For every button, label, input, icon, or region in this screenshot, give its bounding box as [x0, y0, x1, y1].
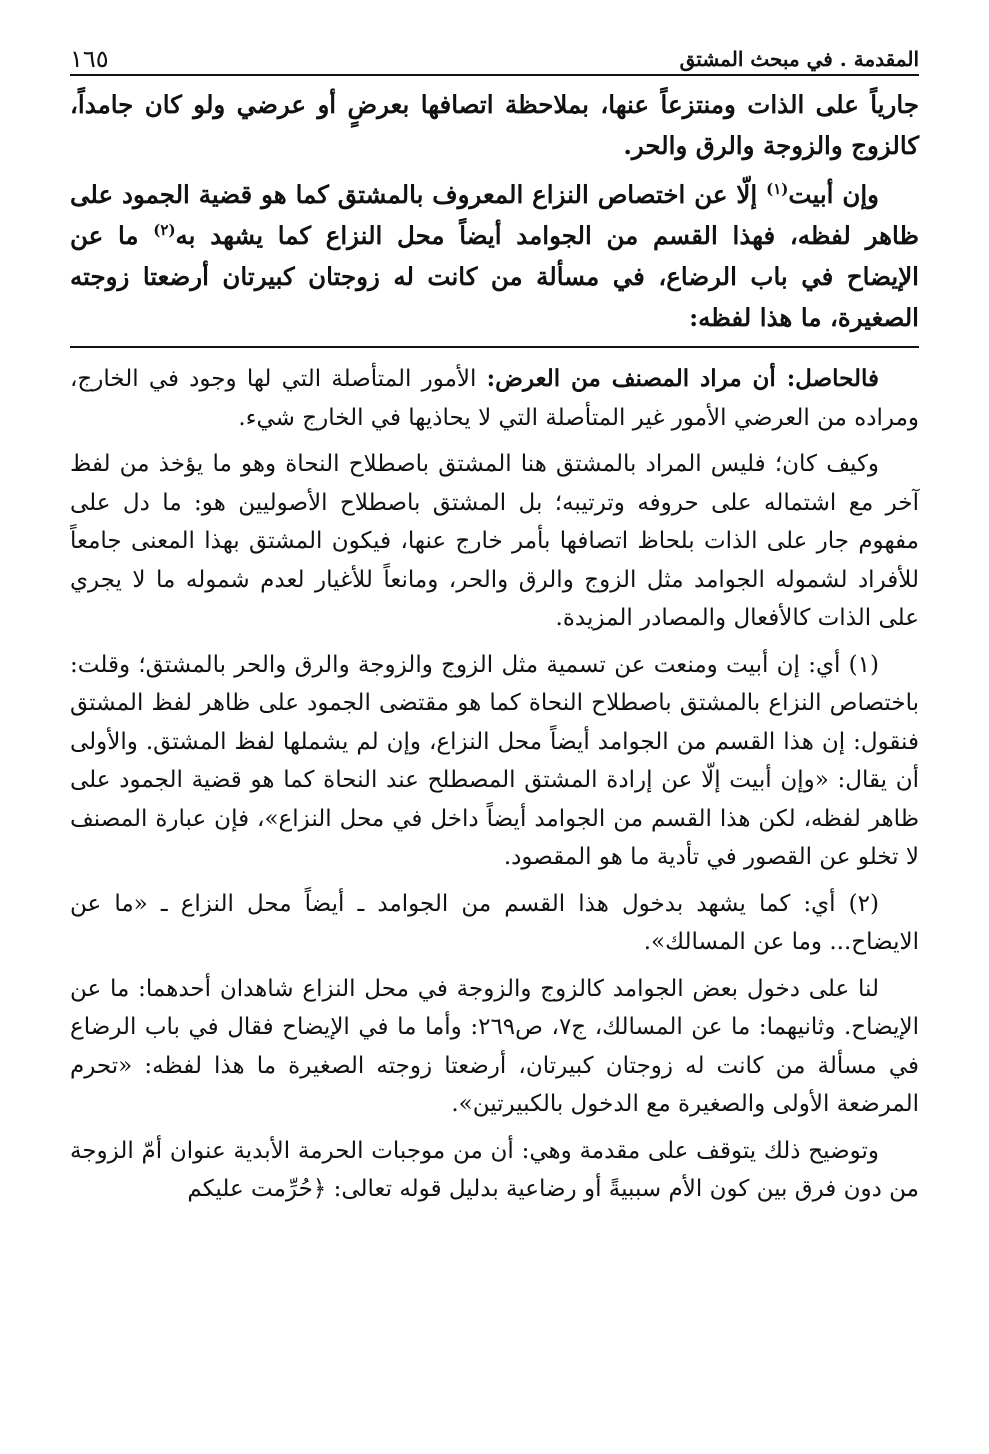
- main-paragraph-2-end: ما عن الإيضاح في باب الرضاع، في مسألة من كانت له زوجتان كبيرتان أرضعتا زوجته الصغيرة، ما هذا لفظه:: [70, 221, 919, 332]
- main-paragraph-2: [70, 174, 919, 338]
- running-title: المقدمة . في مبحث المشتق: [679, 47, 919, 71]
- commentary-notes: [70, 360, 919, 1209]
- note-derivative-definition: وكيف كان؛ فليس المراد بالمشتق هنا المشتق باصطلاح النحاة وهو ما يؤخذ من لفظ آخر مع اشتماله على حروفه وترتيبه؛ بل المشتق باصطلاح الأصوليين هو: ما دل على مفهوم جار على الذات بلحاظ اتصافها بأمر خارج عنها، فيكون المشتق بهذا المعنى جامعاً للأفراد لشموله الجوامد مثل الزوج والرق والحر، ومانعاً للأغيار لعدم شموله ما لا يجري على الذات كالأفعال والمصادر المزيدة.: [70, 451, 919, 631]
- main-text: [70, 84, 919, 338]
- note-clarification: وتوضيح ذلك يتوقف على مقدمة وهي: أن من موجبات الحرمة الأبدية عنوان أمّ الزوجة من دون فرق بين كون الأم سببيةً أو رضاعية بدليل قوله تعالى: ﴿حُرِّمت عليكم: [70, 1137, 919, 1202]
- note-summary-heading: فالحاصل: أن مراد المصنف من العرض:: [486, 365, 879, 392]
- footnote-ref-1: (١): [766, 179, 789, 198]
- footnote-separator: [70, 346, 919, 348]
- page-number: ١٦٥: [70, 45, 109, 73]
- footnote-1: (١) أي: إن أبيت ومنعت عن تسمية مثل الزوج والزوجة والرق والحر بالمشتق؛ وقلت: باختصاص النزاع بالمشتق باصطلاح النحاة كما هو مقتضى الجمود على ظاهر لفظ المشتق فنقول: إن هذا القسم من الجوامد أيضاً محل النزاع، وإن لم يشملها لفظ المشتق. والأولى أن يقال: «وإن أبيت إلّا عن إرادة المشتق المصطلح عند النحاة كما هو قضية الجمود على ظاهر لفظه، لكن هذا القسم من الجوامد أيضاً داخل في محل النزاع»، فإن عبارة المصنف لا تخلو عن القصور في تأدية ما هو المقصود.: [70, 651, 919, 870]
- footnote-2: (٢) أي: كما يشهد بدخول هذا القسم من الجوامد ـ أيضاً محل النزاع ـ «ما عن الايضاح... وما عن المسالك».: [70, 890, 919, 955]
- main-paragraph-2-middle: إلّا عن اختصاص النزاع المعروف بالمشتق كما هو قضية الجمود على ظاهر لفظه، فهذا القسم من الجوامد أيضاً محل النزاع كما يشهد به: [70, 180, 919, 250]
- footnote-ref-2: (٢): [153, 220, 176, 239]
- main-paragraph-1: جارياً على الذات ومنتزعاً عنها، بملاحظة اتصافها بعرضٍ أو عرضي ولو كان جامداً، كالزوج والزوجة والرق والحر.: [70, 90, 919, 160]
- page-header: [70, 36, 919, 76]
- note-evidence: لنا على دخول بعض الجوامد كالزوج والزوجة في محل النزاع شاهدان أحدهما: ما عن الإيضاح. وثانيهما: ما عن المسالك، ج٧، ص٢٦٩: وأما ما في الإيضاح فقال في باب الرضاع في مسألة من كانت له زوجتان كبيرتان، أرضعتا زوجته الصغيرة ما هذا لفظه: «تحرم المرضعة الأولى والصغيرة مع الدخول بالكبيرتين».: [70, 975, 920, 1117]
- note-summary-text: الأمور المتأصلة التي لها وجود في الخارج، ومراده من العرضي الأمور غير المتأصلة التي لا يحاذيها في الخارج شيء.: [70, 366, 919, 431]
- main-paragraph-2-start: وإن أبيت: [788, 180, 879, 209]
- note-summary: [70, 360, 919, 437]
